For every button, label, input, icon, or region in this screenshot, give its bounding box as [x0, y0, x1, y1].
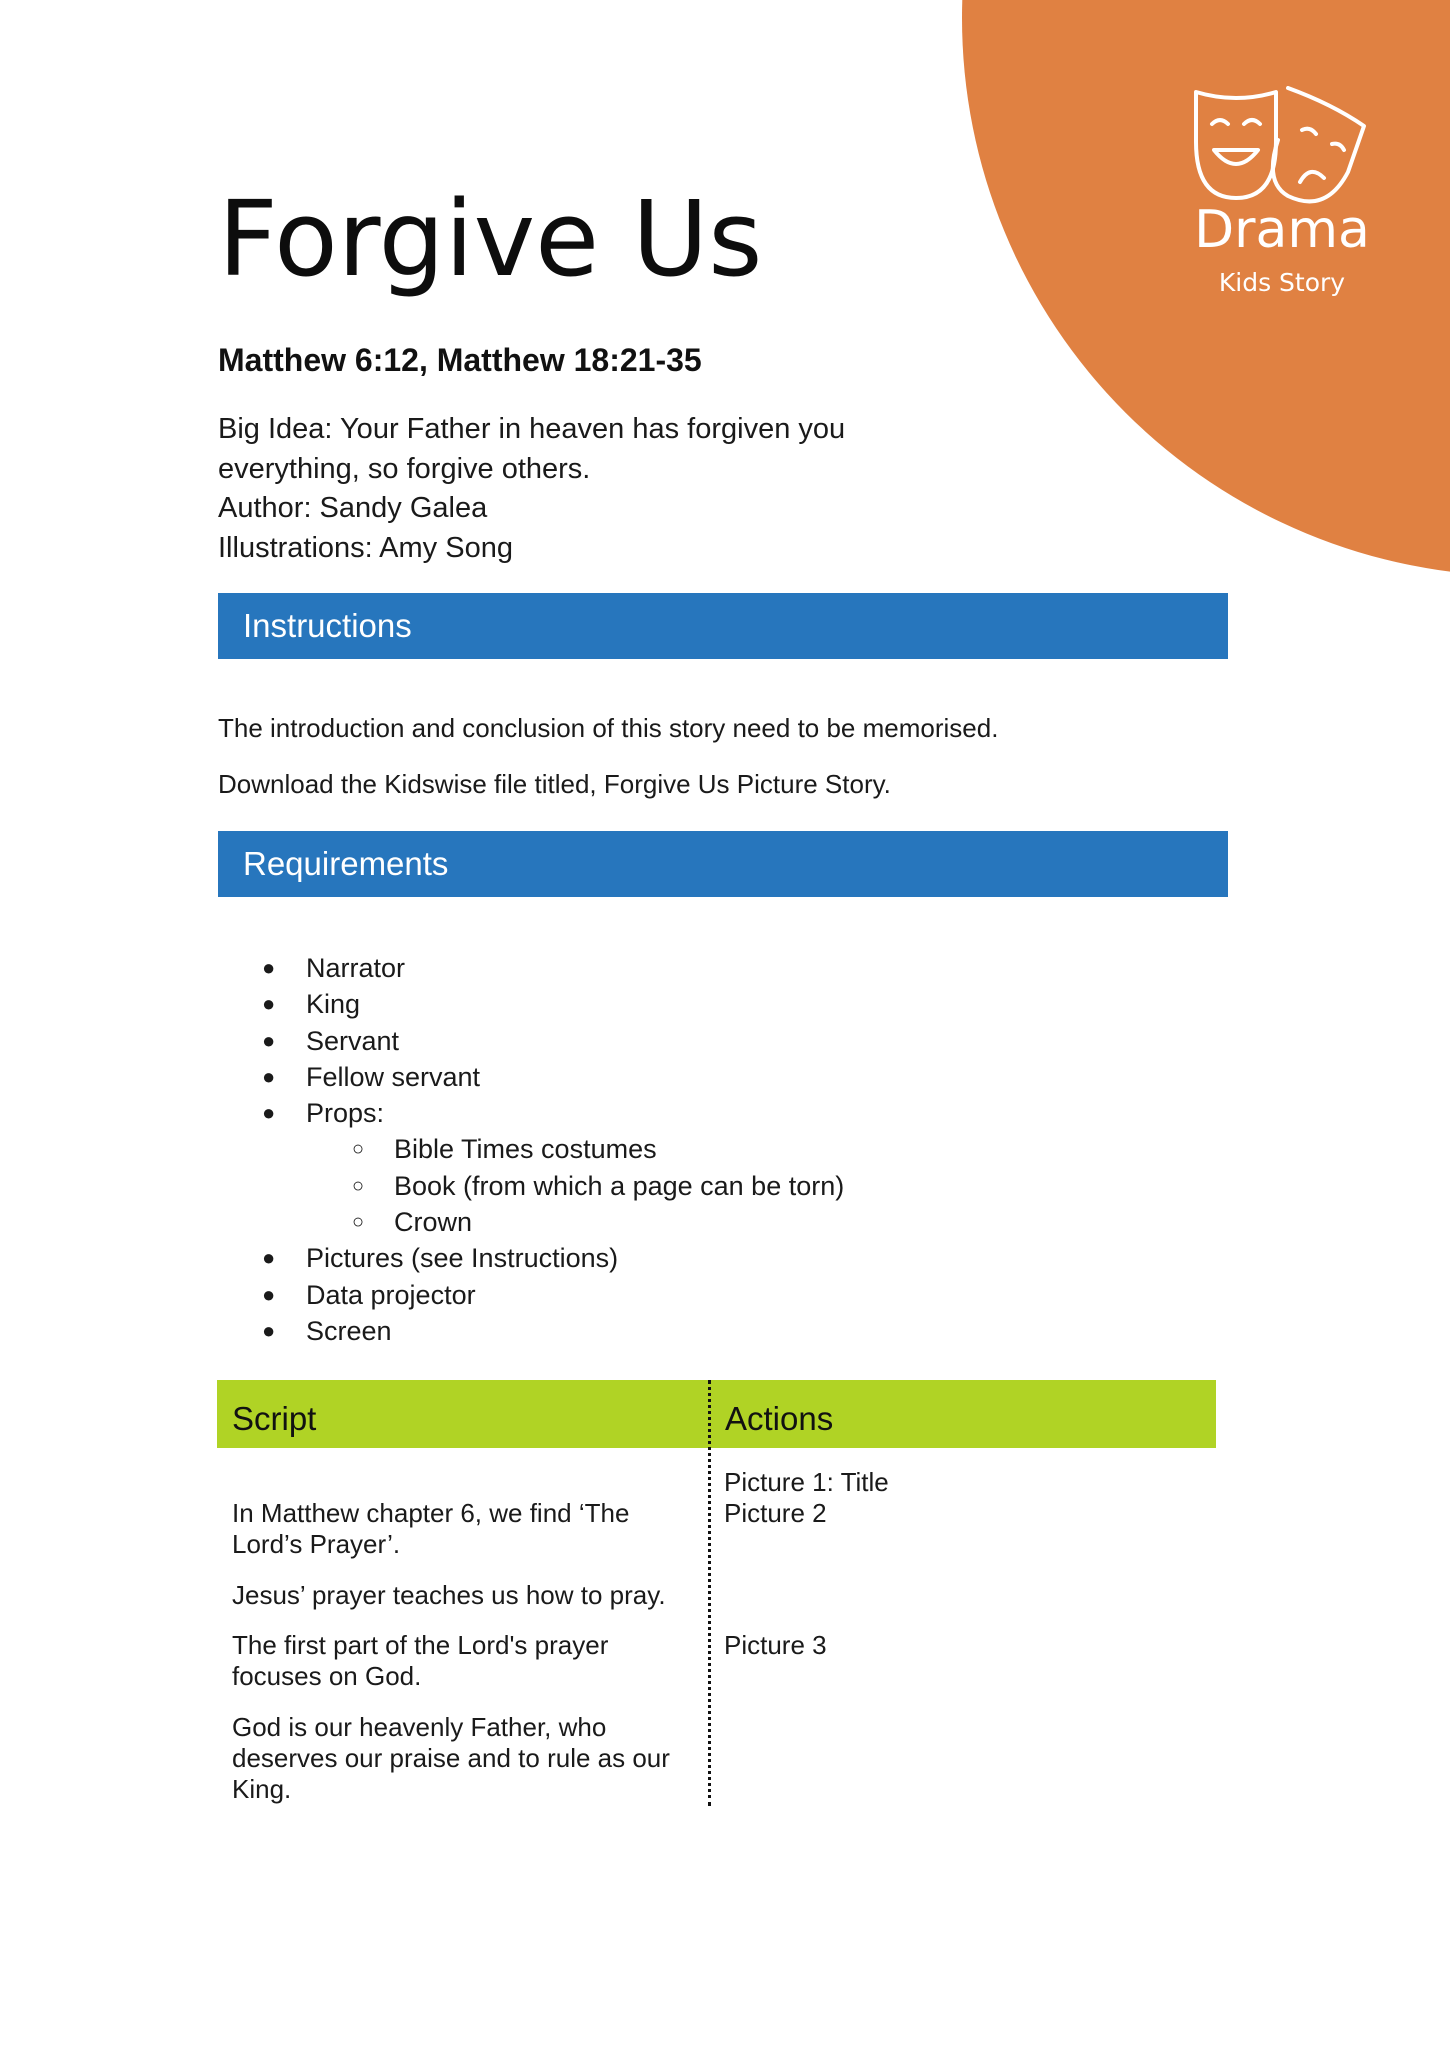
scripture-reference: Matthew 6:12, Matthew 18:21-35: [218, 342, 702, 378]
sub-bullet: ○: [352, 1211, 365, 1234]
illustrations-line: Illustrations: Amy Song: [218, 531, 513, 564]
bullet: ●: [262, 1027, 276, 1053]
script-table-header: [217, 1380, 1216, 1448]
list-item: ● Servant: [218, 1023, 844, 1059]
instructions-paragraph: Download the Kidswise file titled, Forgive Us Picture Story.: [218, 769, 891, 799]
theatre-masks-icon: [1192, 86, 1368, 206]
badge-category: Drama: [1194, 200, 1370, 260]
bullet: ●: [262, 991, 276, 1017]
script-line: God is our heavenly Father, who deserves our praise and to rule as our King.: [232, 1712, 670, 1804]
action-line: Picture 1: Title: [724, 1467, 889, 1497]
bullet: ●: [262, 1281, 276, 1307]
story-meta: [218, 410, 845, 568]
script-line: The first part of the Lord's prayer focuses on God.: [232, 1630, 609, 1691]
list-item: ● Narrator: [218, 950, 844, 986]
list-item: ● Pictures (see Instructions): [218, 1240, 844, 1276]
sub-bullet: ○: [352, 1138, 365, 1161]
bullet: ●: [262, 1245, 276, 1271]
action-line: Picture 3: [724, 1630, 827, 1660]
sub-list-item: ○ Bible Times costumes: [218, 1131, 844, 1167]
instructions-heading: Instructions: [218, 593, 1228, 659]
requirements-list: [218, 950, 844, 1349]
column-divider: [708, 1380, 711, 1806]
list-item: ● King: [218, 986, 844, 1022]
instructions-paragraph: The introduction and conclusion of this story need to be memorised.: [218, 713, 999, 743]
list-item: ● Fellow servant: [218, 1059, 844, 1095]
list-item: ● Data projector: [218, 1277, 844, 1313]
big-idea-line-2: everything, so forgive others.: [218, 452, 591, 485]
bullet: ●: [262, 1063, 276, 1089]
bullet: ●: [262, 1317, 276, 1343]
script-line: In Matthew chapter 6, we find ‘The Lord’s Prayer’.: [232, 1498, 630, 1559]
script-line: Jesus’ prayer teaches us how to pray.: [232, 1580, 666, 1610]
column-header-actions: Actions: [725, 1400, 834, 1437]
sub-list-item: ○ Book (from which a page can be torn): [218, 1168, 844, 1204]
badge-subcategory: Kids Story: [1218, 268, 1346, 297]
sub-list-item: ○ Crown: [218, 1204, 844, 1240]
sub-bullet: ○: [352, 1174, 365, 1197]
list-item: ● Props:: [218, 1095, 844, 1131]
list-item: ● Screen: [218, 1313, 844, 1349]
column-header-script: Script: [232, 1400, 317, 1437]
bullet: ●: [262, 955, 276, 980]
page-title: Forgive Us: [218, 178, 763, 300]
author-line: Author: Sandy Galea: [218, 492, 488, 524]
requirements-heading: Requirements: [218, 831, 1228, 897]
bullet: ●: [262, 1100, 276, 1126]
action-line: Picture 2: [724, 1498, 827, 1528]
big-idea-line-1: Big Idea: Your Father in heaven has forgiven you: [218, 413, 846, 445]
